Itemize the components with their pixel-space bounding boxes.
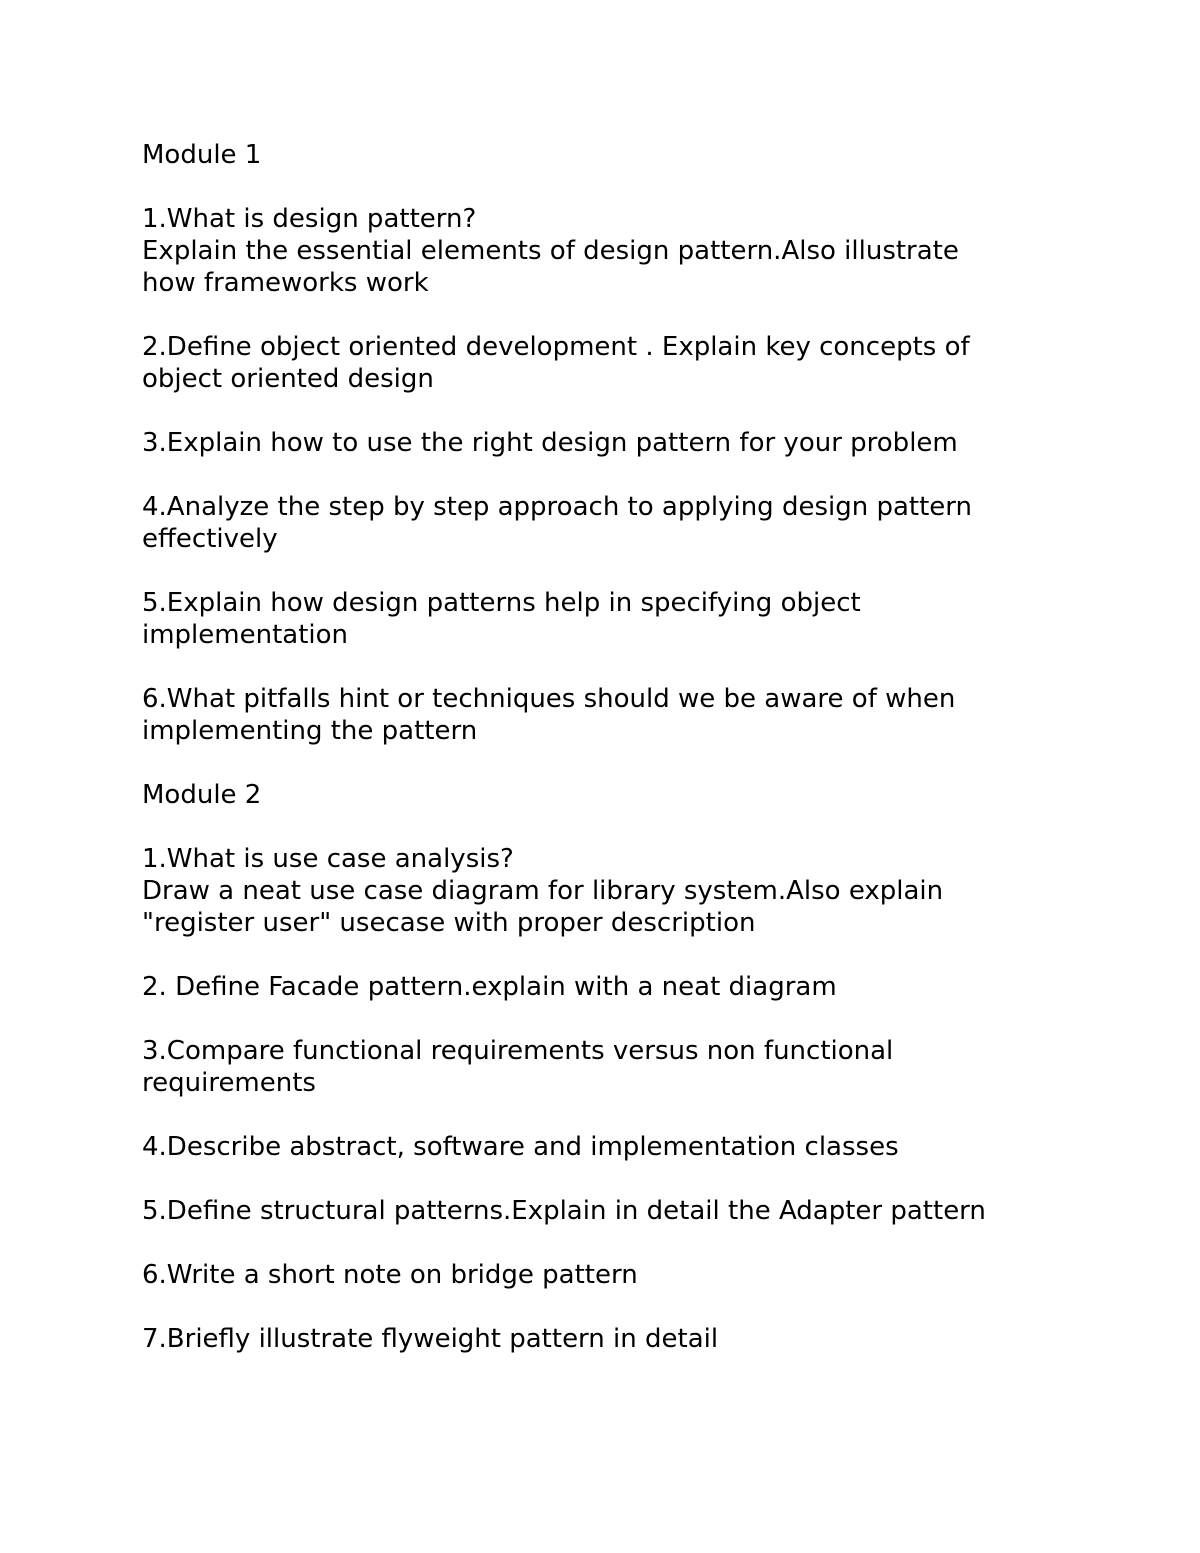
- question-line: Draw a neat use case diagram for library system.Also explain: [142, 876, 944, 906]
- question-item: [142, 843, 1142, 939]
- question-line: 5.Define structural patterns.Explain in detail the Adapter pattern: [142, 1196, 986, 1226]
- question-item: [142, 203, 1142, 299]
- question-line: 6.Write a short note on bridge pattern: [142, 1260, 638, 1290]
- question-item: [142, 491, 1142, 555]
- question-line: 1.What is design pattern?: [142, 204, 477, 234]
- question-line: requirements: [142, 1068, 316, 1098]
- module-heading: Module 2: [142, 780, 262, 810]
- module-heading: Module 1: [142, 140, 262, 170]
- question-item: [142, 587, 1142, 651]
- question-item: [142, 1259, 1142, 1291]
- question-item: [142, 1131, 1142, 1163]
- question-line: 2.Define object oriented development . Explain key concepts of: [142, 332, 970, 362]
- question-line: 6.What pitfalls hint or techniques should we be aware of when: [142, 684, 956, 714]
- question-item: [142, 683, 1142, 747]
- document-page: [142, 139, 1142, 1387]
- question-line: how frameworks work: [142, 268, 429, 298]
- question-item: [142, 1035, 1142, 1099]
- question-line: implementing the pattern: [142, 716, 478, 746]
- question-item: [142, 971, 1142, 1003]
- question-line: 4.Describe abstract, software and implementation classes: [142, 1132, 899, 1162]
- question-line: Explain the essential elements of design pattern.Also illustrate: [142, 236, 959, 266]
- question-item: [142, 427, 1142, 459]
- question-item: [142, 1195, 1142, 1227]
- question-item: [142, 1323, 1142, 1355]
- question-line: 2. Define Facade pattern.explain with a neat diagram: [142, 972, 837, 1002]
- question-line: "register user" usecase with proper description: [142, 908, 756, 938]
- question-line: 3.Explain how to use the right design pattern for your problem: [142, 428, 958, 458]
- question-line: 5.Explain how design patterns help in specifying object: [142, 588, 861, 618]
- question-line: 1.What is use case analysis?: [142, 844, 514, 874]
- question-line: effectively: [142, 524, 278, 554]
- question-line: implementation: [142, 620, 349, 650]
- question-line: object oriented design: [142, 364, 434, 394]
- module-2-heading-block: [142, 779, 1142, 811]
- question-line: 4.Analyze the step by step approach to applying design pattern: [142, 492, 972, 522]
- module-1-heading-block: [142, 139, 1142, 171]
- question-line: 3.Compare functional requirements versus non functional: [142, 1036, 894, 1066]
- question-item: [142, 331, 1142, 395]
- question-line: 7.Briefly illustrate flyweight pattern in detail: [142, 1324, 719, 1354]
